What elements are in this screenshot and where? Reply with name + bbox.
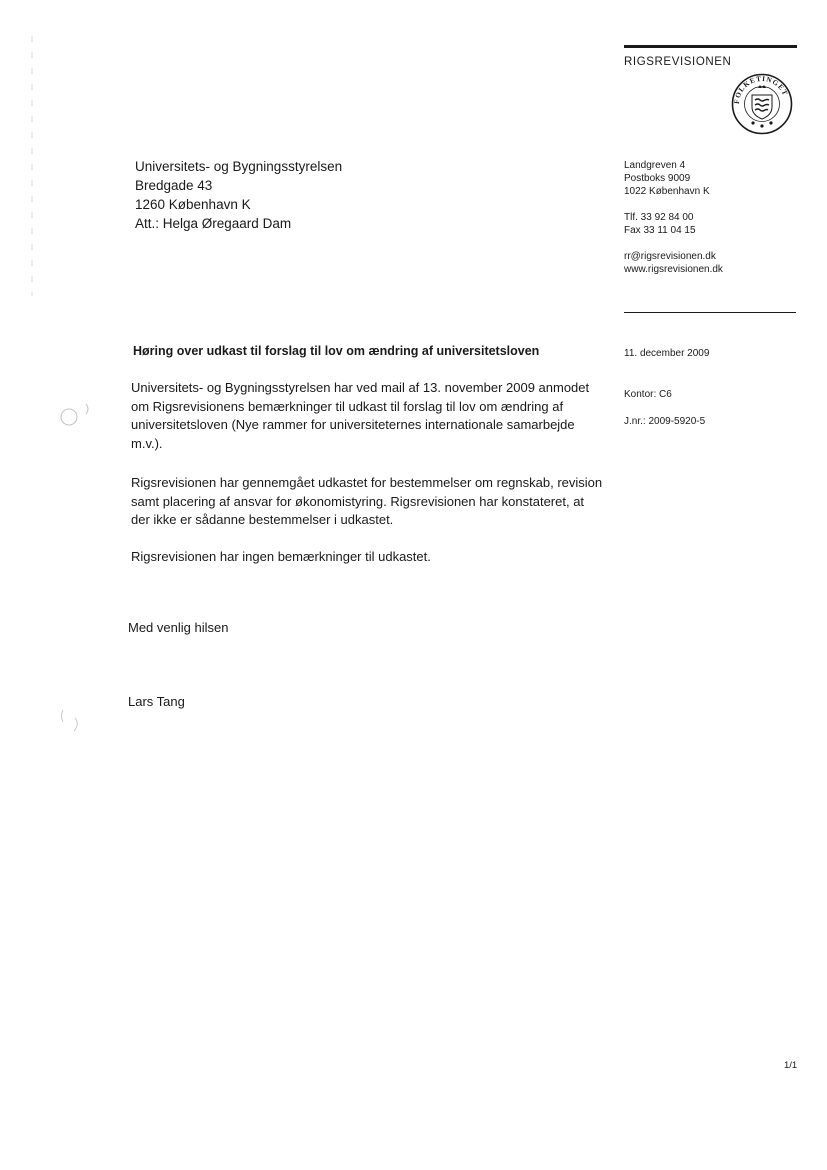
body-paragraph: Universitets- og Bygningsstyrelsen har ved mail af 13. november 2009 anmodet om Rigsrevisionens bemærkninger til udkast til forslag til lov om ændring af universitetsloven (Nye rammer for universiteternes internationale samarbejde m.v.).: [131, 380, 590, 451]
office-code: Kontor: C6: [624, 389, 672, 400]
recipient-address: [135, 157, 342, 233]
page-number: 1/1: [784, 1060, 798, 1071]
website-address: www.rigsrevisionen.dk: [624, 264, 723, 275]
signer-name: Lars Tang: [128, 694, 185, 709]
sender-phone-block: [624, 211, 696, 237]
letter-date: 11. december 2009: [624, 348, 710, 359]
body-paragraph: Rigsrevisionen har gennemgået udkastet for bestemmelser om regnskab, revision samt placering af ansvar for økonomistyring. Rigsrevisionen har konstateret, at der ikke er sådanne bestemmelser i udkastet.: [131, 475, 603, 527]
letter-subject: Høring over udkast til forslag til lov om ændring af universitetsloven: [133, 344, 540, 358]
fax-number: Fax 33 11 04 15: [624, 225, 696, 236]
sender-web-block: [624, 250, 723, 276]
sender-address-line: 1022 København K: [624, 186, 710, 197]
sender-address-line: Postboks 9009: [624, 173, 691, 184]
recipient-line: Universitets- og Bygningsstyrelsen: [135, 159, 343, 174]
punch-hole-mark: [57, 706, 87, 736]
folketinget-seal-icon: [731, 73, 793, 135]
sender-address-line: Landgreven 4: [624, 160, 686, 171]
closing-salutation: Med venlig hilsen: [128, 620, 229, 635]
scan-edge-mark: [31, 36, 33, 296]
email-address: rr@rigsrevisionen.dk: [624, 251, 716, 262]
sender-address: [624, 159, 710, 198]
recipient-line: 1260 København K: [135, 197, 251, 212]
punch-hole-mark: [57, 402, 91, 428]
seal-lettering: FOLKETINGET: [732, 74, 790, 105]
recipient-line: Bredgade 43: [135, 178, 213, 193]
body-paragraph: Rigsrevisionen har ingen bemærkninger til udkastet.: [131, 549, 431, 564]
svg-text:FOLKETINGET: [733, 75, 789, 104]
letterhead-divider: [624, 312, 796, 313]
letterhead-top-rule: [624, 45, 797, 48]
journal-number: J.nr.: 2009-5920-5: [624, 416, 706, 427]
phone-number: Tlf. 33 92 84 00: [624, 212, 694, 223]
recipient-line: Att.: Helga Øregaard Dam: [135, 216, 292, 231]
organization-name: RIGSREVISIONEN: [624, 56, 732, 68]
